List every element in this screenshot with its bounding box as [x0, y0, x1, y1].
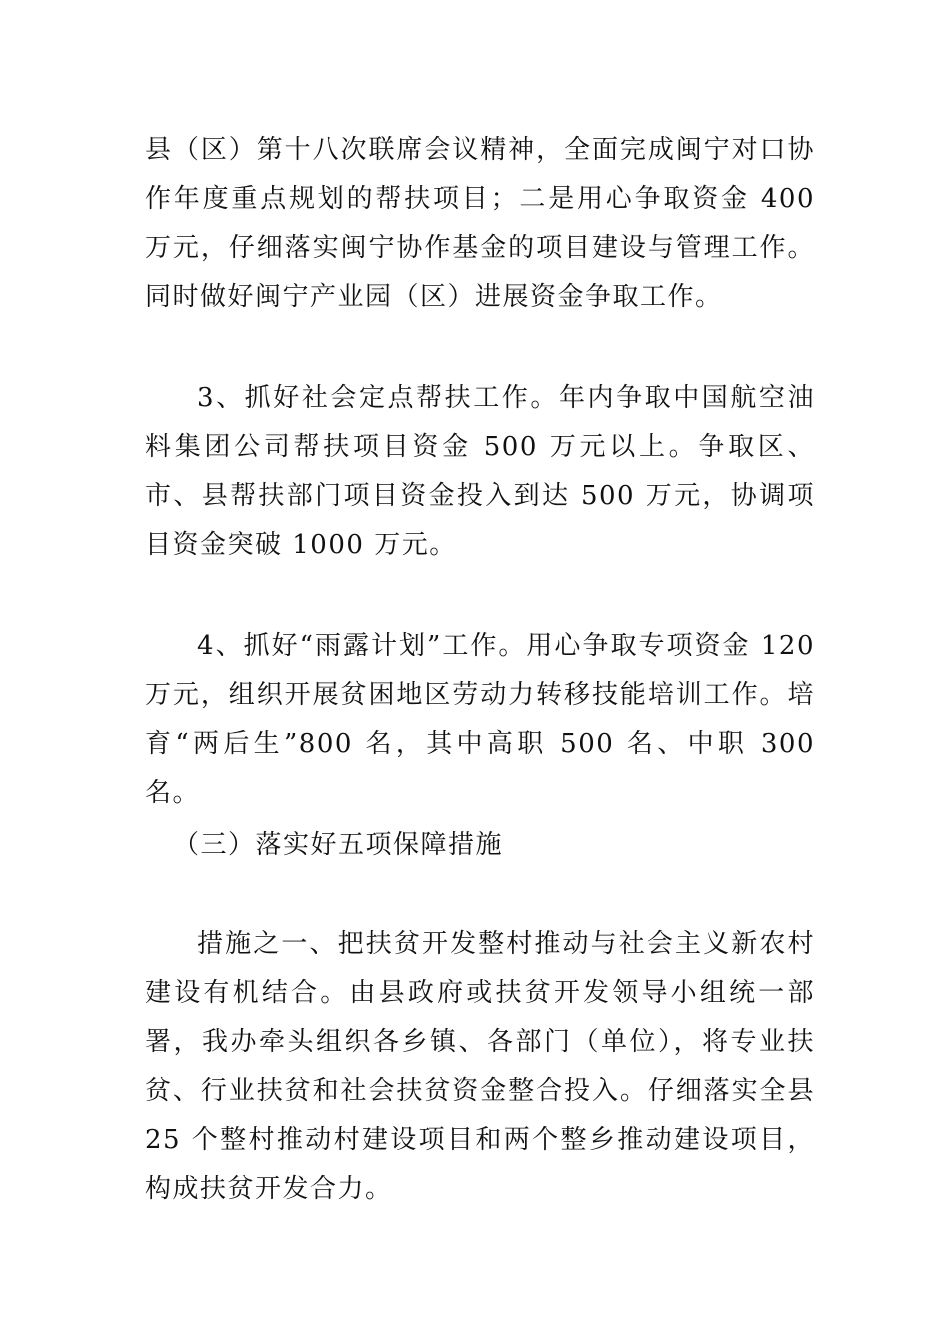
- paragraph-continuation: 县（区）第十八次联席会议精神，全面完成闽宁对口协作年度重点规划的帮扶项目；二是用心争取资金 400 万元，仔细落实闽宁协作基金的项目建设与管理工作。同时做好闽宁产业园（区）进展资金争取工作。: [145, 135, 815, 312]
- paragraph-item-3: 3、抓好社会定点帮扶工作。年内争取中国航空油料集团公司帮扶项目资金 500 万元以上。争取区、市、县帮扶部门项目资金投入到达 500 万元，协调项目资金突破 1000 万元。: [145, 383, 815, 560]
- paragraph-item-4: 4、抓好“雨露计划”工作。用心争取专项资金 120 万元，组织开展贫困地区劳动力转移技能培训工作。培育“两后生”800 名，其中高职 500 名、中职 300 名。: [145, 631, 815, 808]
- section-heading: （三）落实好五项保障措施: [173, 830, 504, 860]
- paragraph-measure-1: 措施之一、把扶贫开发整村推动与社会主义新农村建设有机结合。由县政府或扶贫开发领导小组统一部署，我办牵头组织各乡镇、各部门（单位），将专业扶贫、行业扶贫和社会扶贫资金整合投入。仔细落实全县 25 个整村推动村建设项目和两个整乡推动建设项目，构成扶贫开发合力。: [145, 929, 815, 1204]
